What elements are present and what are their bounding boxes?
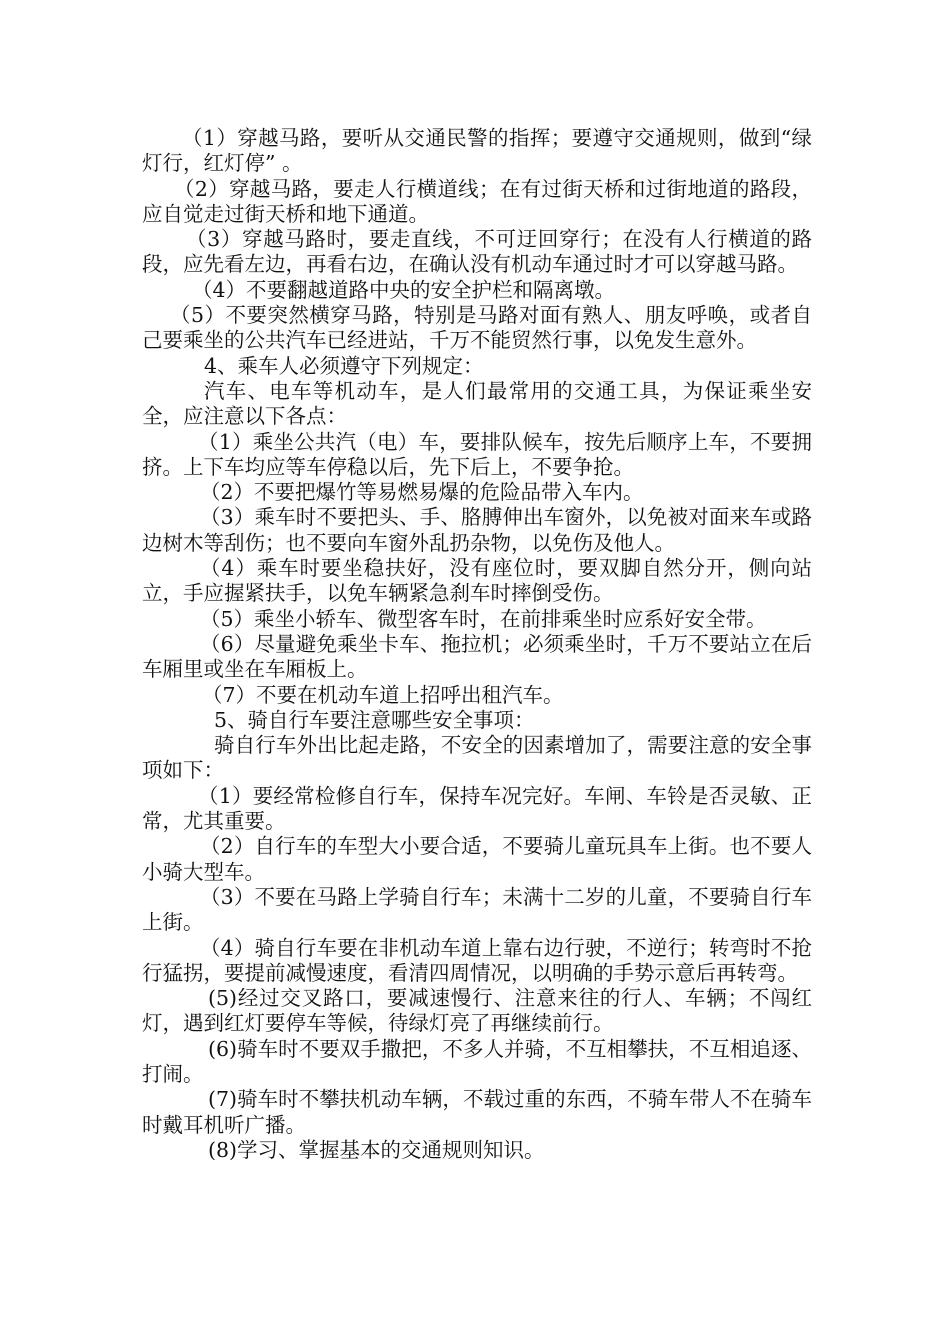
paragraph-passenger-intro: 汽车、电车等机动车，是人们最常用的交通工具，为保证乘坐安全，应注意以下各点： xyxy=(142,378,812,429)
document-body xyxy=(142,126,812,1163)
section-heading-passengers: 4、乘车人必须遵守下列规定： xyxy=(204,353,484,378)
paragraph-cycling-7: (7)骑车时不攀扶机动车辆，不载过重的东西，不骑车带人不在骑车时戴耳机听广播。 xyxy=(142,1087,812,1137)
paragraph-passenger-5: （5）乘坐小轿车、微型客车时，在前排乘坐时应系好安全带。 xyxy=(200,606,767,631)
paragraph-cycling-8: (8)学习、掌握基本的交通规则知识。 xyxy=(208,1137,545,1162)
section-heading-cycling: 5、骑自行车要注意哪些安全事项： xyxy=(214,707,535,732)
paragraph-passenger-4: （4）乘车时要坐稳扶好，没有座位时，要双脚自然分开，侧向站立，手应握紧扶手，以免车辆紧急刹车时摔倒受伤。 xyxy=(142,556,812,606)
paragraph-passenger-7: （7）不要在机动车道上招呼出租汽车。 xyxy=(202,682,564,707)
paragraph-cycling-4: （4）骑自行车要在非机动车道上靠右边行驶，不逆行；转弯时不抢行猛拐，要提前减慢速度，看清四周情况，以明确的手势示意后再转弯。 xyxy=(142,935,812,985)
paragraph-passenger-6: （6）尽量避免乘坐卡车、拖拉机；必须乘坐时，千万不要站立在后车厢里或坐在车厢板上。 xyxy=(142,631,812,682)
paragraph-passenger-3: （3）乘车时不要把头、手、胳膊伸出车窗外，以免被对面来车或路边树木等刮伤；也不要向车窗外乱扔杂物，以免伤及他人。 xyxy=(142,505,812,555)
paragraph-cycling-5: (5)经过交叉路口，要减速慢行、注意来往的行人、车辆；不闯红灯，遇到红灯要停车等候，待绿灯亮了再继续前行。 xyxy=(142,986,812,1036)
paragraph-crossing-2: （2）穿越马路，要走人行横道线；在有过街天桥和过街地道的路段，应自觉走过街天桥和地下通道。 xyxy=(142,176,812,226)
paragraph-cycling-3: （3）不要在马路上学骑自行车；未满十二岁的儿童，不要骑自行车上街。 xyxy=(142,884,812,935)
paragraph-cycling-2: （2）自行车的车型大小要合适，不要骑儿童玩具车上街。也不要人小骑大型车。 xyxy=(142,834,812,884)
paragraph-cycling-6: (6)骑车时不要双手撒把，不多人并骑，不互相攀扶，不互相追逐、打闹。 xyxy=(142,1036,812,1086)
paragraph-cycling-1: （1）要经常检修自行车，保持车况完好。车闸、车铃是否灵敏、正常，尤其重要。 xyxy=(142,783,812,834)
paragraph-cycling-intro: 骑自行车外出比起走路，不安全的因素增加了，需要注意的安全事项如下： xyxy=(142,733,812,783)
paragraph-passenger-1: （1）乘坐公共汽（电）车，要排队候车，按先后顺序上车，不要拥挤。上下车均应等车停稳以后，先下后上，不要争抢。 xyxy=(142,429,812,479)
paragraph-crossing-5: （5）不要突然横穿马路，特别是马路对面有熟人、朋友呼唤，或者自己要乘坐的公共汽车已经进站，千万不能贸然行事，以免发生意外。 xyxy=(142,303,812,353)
paragraph-passenger-2: （2）不要把爆竹等易燃易爆的危险品带入车内。 xyxy=(200,480,644,505)
paragraph-crossing-4: （4）不要翻越道路中央的安全护栏和隔离墩。 xyxy=(192,277,616,302)
paragraph-crossing-1: （1）穿越马路，要听从交通民警的指挥；要遵守交通规则，做到“绿灯行，红灯停” 。 xyxy=(142,126,812,176)
paragraph-crossing-3: （3）穿越马路时，要走直线，不可迂回穿行；在没有人行横道的路段，应先看左边，再看右边，在确认没有机动车通过时才可以穿越马路。 xyxy=(142,227,812,277)
